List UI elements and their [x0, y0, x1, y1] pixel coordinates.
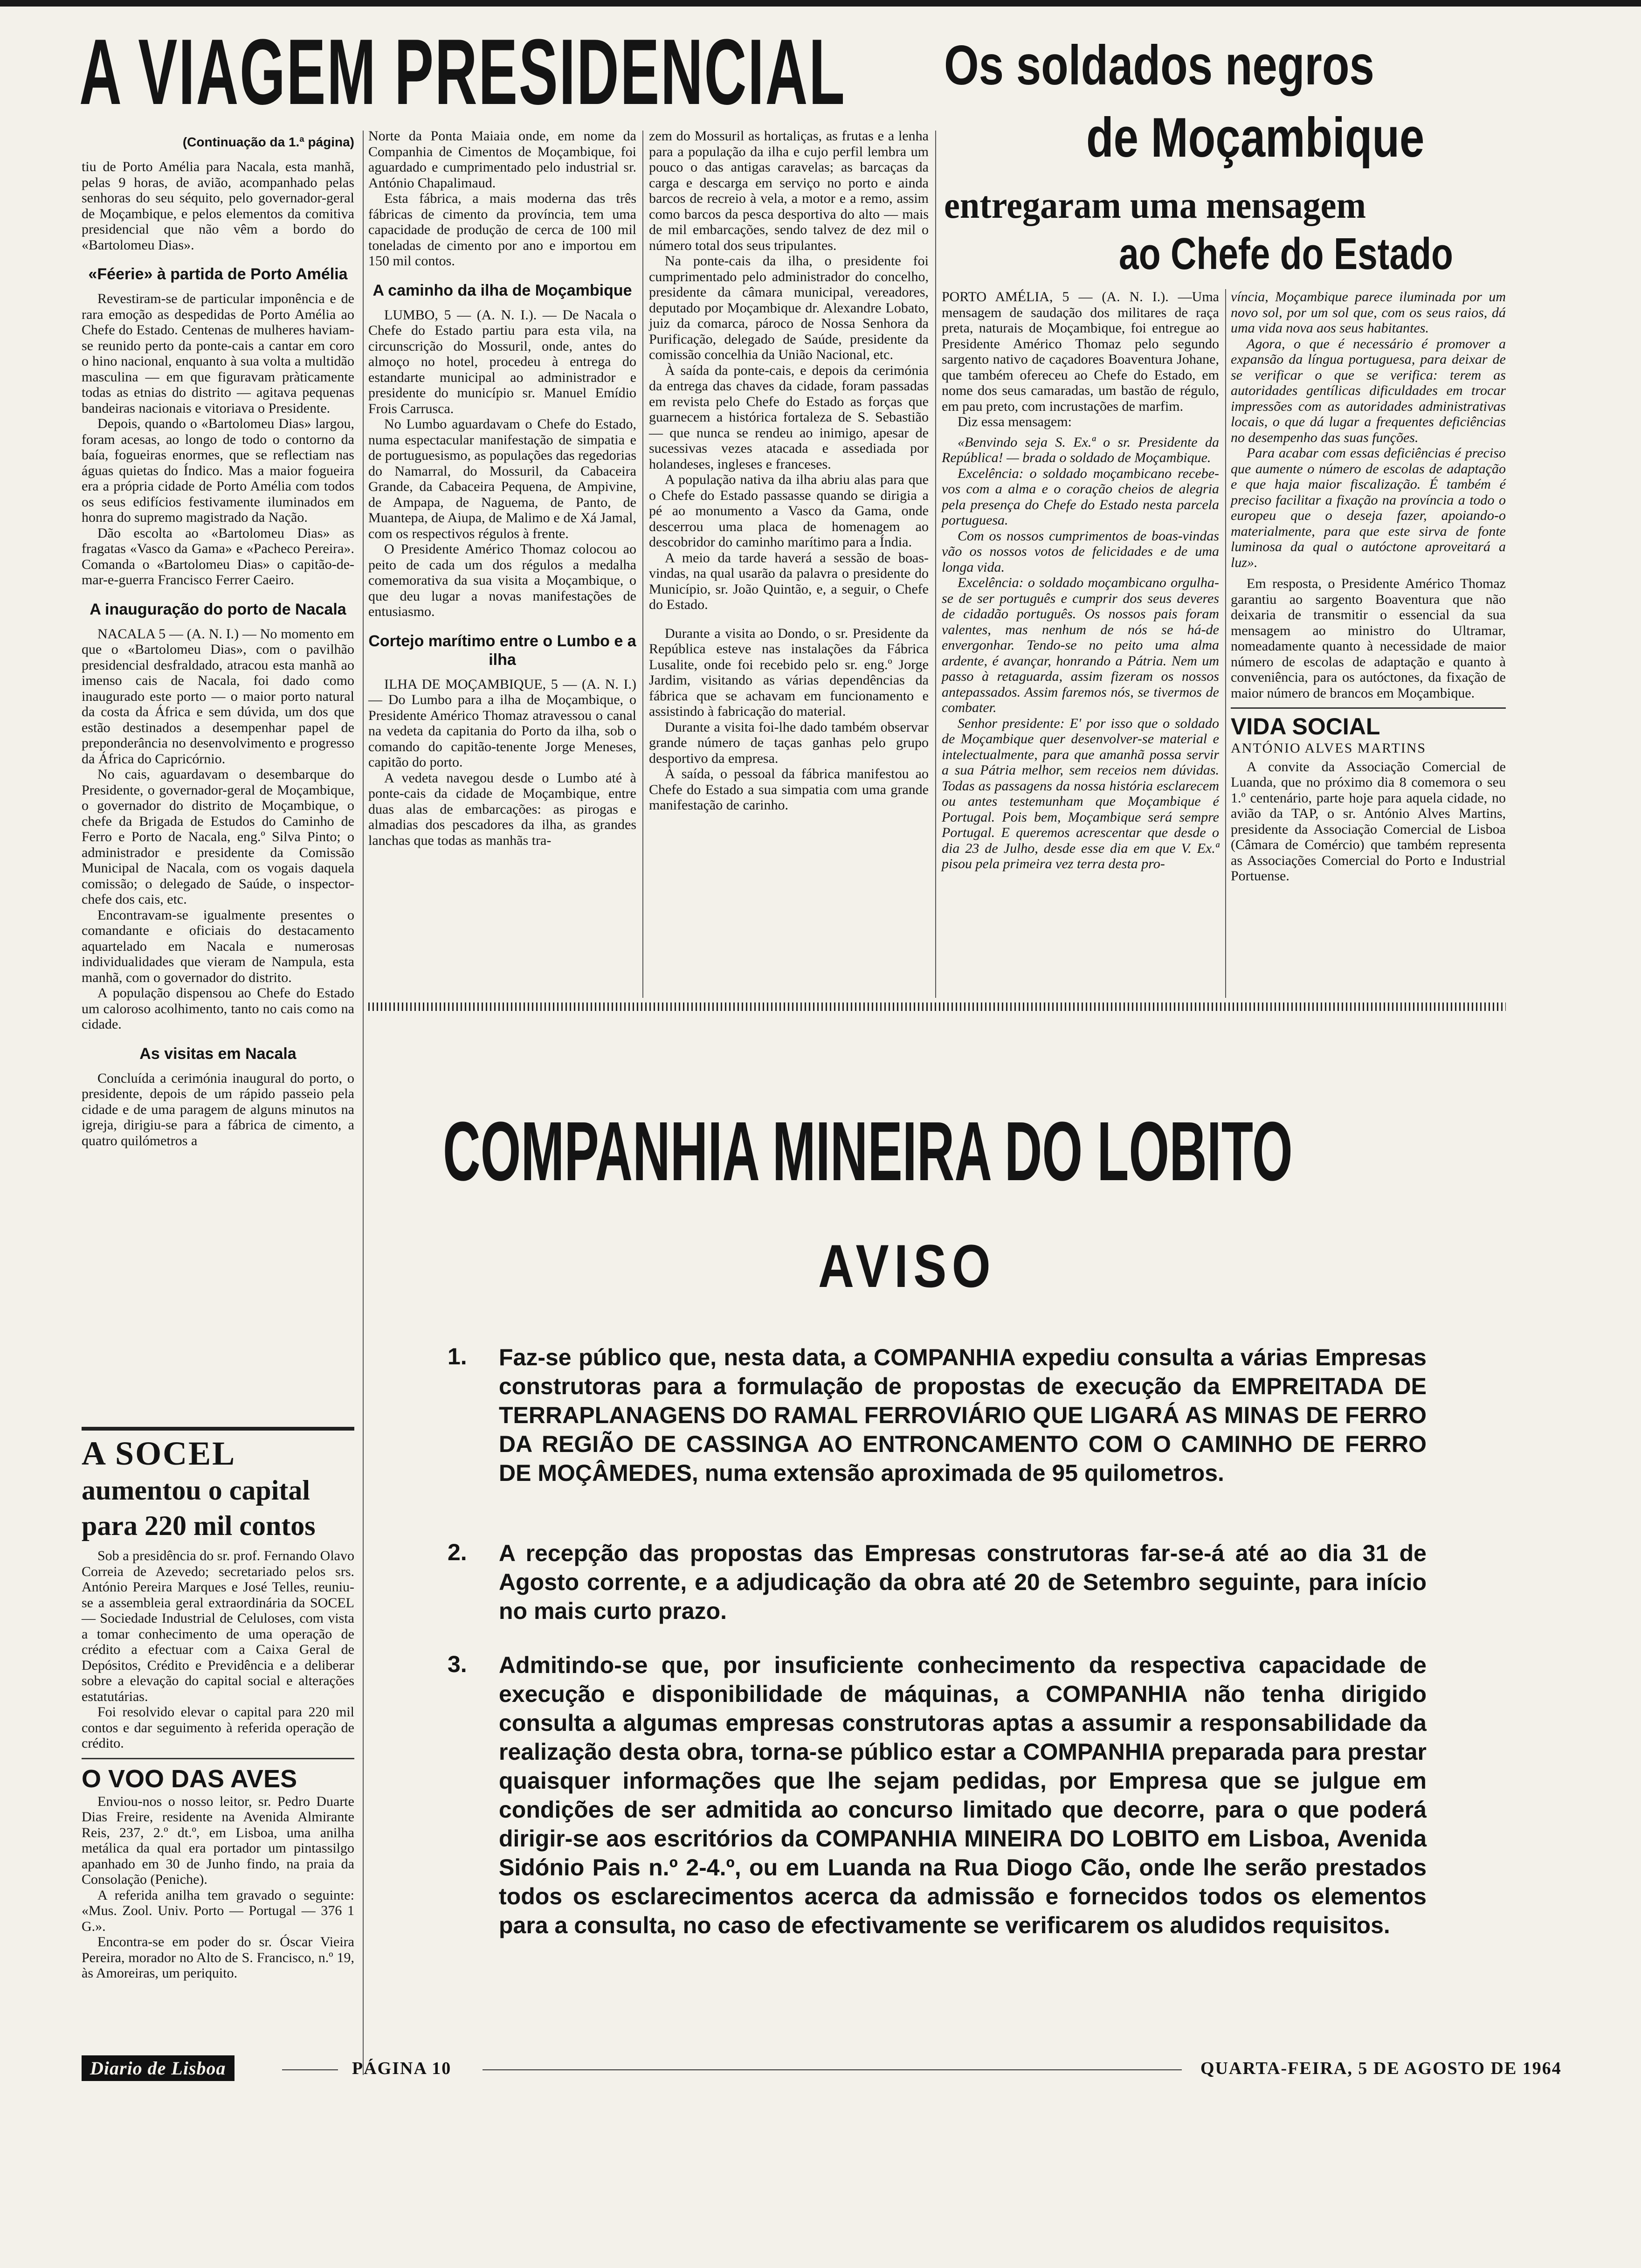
page-date: QUARTA-FEIRA, 5 DE AGOSTO DE 1964: [1200, 2059, 1562, 2078]
ad-company-title: COMPANHIA MINEIRA DO LOBITO: [443, 1105, 1293, 1198]
subheading: A inauguração do porto de Nacala: [90, 600, 346, 618]
article-paragraph: Sob a presidência do sr. prof. Fernando Olavo Correia de Azevedo; secretariado pelos srs. António Pereira Marques e José Telles, reuniu-se a assembleia geral extraordinária da SOCEL — Sociedade Industrial de Celuloses, com vista a tomar conhecimento de uma operação de crédito a efectuar com a Caixa Geral de Depósitos, Crédito e Previdência e a deliberar sobre a elevação do capital social e alterações estatutárias.: [82, 1548, 354, 1704]
article-paragraph: Concluída a cerimónia inaugural do porto, o presidente, depois de um rápido passeio pela cidade e de uma paragem de alguns minutos na igreja, dirigiu-se para a fábrica de cimento, a quatro quilómetros a: [82, 1070, 354, 1148]
vida-social-title: VIDA SOCIAL: [1231, 713, 1380, 740]
article-paragraph: Diz essa mensagem:: [958, 414, 1072, 429]
subheading: «Féerie» à partida de Porto Amélia: [88, 265, 348, 283]
article-paragraph: Senhor presidente: E' por isso que o soldado de Moçambique quer desenvolver-se material e intelectualmente, para que amanhã possa servir a sua Pátria melhor, sem receios nem dúvidas. Todas as passagens da nossa história esclarecem ou antes testemunham que Moçambique é Portugal. Pois bem, Moçambique será sempre Portugal. E queremos acrescentar que desde o dia 23 de Julho, desde esse dia em que V. Ex.ª pisou pela primeira vez terra desta pro-: [942, 715, 1219, 871]
article-paragraph: Agora, o que é necessário é promover a expansão da língua portuguesa, para deixar de se verificar o que se verifica: terem as autoridades gentílicas dificuldades em trocar impressões com as autoridades administrativas locais, o que dá lugar a frequentes deficiências no desempenho das suas funções.: [1231, 336, 1506, 445]
top-rule: [0, 0, 1641, 7]
article-paragraph: Excelência: o soldado moçambicano recebe-vos com a alma e o coração cheios de alegria pela presença do Chefe do Estado nesta parcela portuguesa.: [942, 465, 1219, 528]
socel-article: [82, 1427, 354, 1981]
article-paragraph: Em resposta, o Presidente Américo Thomaz garantiu ao sargento Boaventura que não deixaria de transmitir o essencial da sua mensagem ao ministro do Ultramar, nomeadamente quanto à necessidade de maior número de escolas de adaptação e quanto à conveniência, para os autóctones, da fixação de maior número de brancos em Moçambique.: [1231, 576, 1506, 701]
article-paragraph: A meio da tarde haverá a sessão de boas-vindas, na qual usarão da palavra o presidente do Município, sr. João Quintão, e, a seguir, o Chefe do Estado.: [649, 550, 929, 612]
section-rule: [82, 1758, 354, 1759]
column-2: [368, 128, 636, 848]
newspaper-logo: Diario de Lisboa: [82, 2055, 234, 2081]
column-divider: [1225, 289, 1226, 998]
article-paragraph: À saída, o pessoal da fábrica manifestou ao Chefe do Estado a sua simpatia com uma grande manifestação de carinho.: [649, 766, 929, 813]
page-footer: [82, 2055, 1562, 2083]
ad-item: [448, 1651, 1427, 1940]
article-paragraph: Durante a visita foi-lhe dado também observar grande número de taças ganhas pelo grupo desportivo da empresa.: [649, 719, 929, 766]
article-paragraph: A referida anilha tem gravado o seguinte: «Mus. Zool. Univ. Porto — Portugal — 376 1 G.».: [82, 1887, 354, 1934]
ad-item: [448, 1539, 1427, 1625]
article-paragraph: Para acabar com essas deficiências é preciso que aumente o número de escolas de adaptação e que haja maior fiscalização. É também é preciso facilitar a fixação na província a todo o europeu que o deseja fazer, apoiando-o materialmente, para que este sirva de fonte luminosa da qual o autóctone aproveitará a luz».: [1231, 445, 1506, 570]
article-paragraph: Excelência: o soldado moçambicano orgulha-se de ser português e cumprir dos seus deveres de cidadão português. Os nossos pais foram valentes, mas nenhum de nós se há-de envergonhar. Tendo-se no peito uma alma ardente, é avançar, honrando a Pátria. Nem um passo à retaguarda, assim fizeram os nossos antepassados. Assim faremos nós, se tivermos de combater.: [942, 575, 1219, 715]
ad-aviso-title: AVISO: [818, 1232, 996, 1300]
ad-item-text: Admitindo-se que, por insuficiente conhecimento da respectiva capacidade de execução e disponibilidade de máquinas, a COMPANHIA não tenha dirigido consulta a algumas empresas construtoras aptas a assumir a responsabilidade da realização desta obra, torna-se público estar a COMPANHIA preparada para prestar quaisquer informações que lhe sejam pedidas, por Empresa que se julgue em condições de ser admitida ao concurso limitado que decorre, para o que poderá dirigir-se aos escritórios da COMPANHIA MINEIRA DO LOBITO em Lisboa, Avenida Sidónio Pais n.º 2-4.º, ou em Luanda na Rua Diogo Cão, onde lhe serão prestados todos os esclarecimentos acerca da admissão e fornecidos todos os elementos para a consulta, no caso de efectivamente se verificarem os aludidos requisitos.: [499, 1652, 1427, 1938]
socel-title-line-3: para 220 mil contos: [82, 1510, 316, 1541]
article-paragraph: No Lumbo aguardavam o Chefe do Estado, numa espectacular manifestação de simpatia e de portuguesismo, as populações das regedorias do Namarral, do Mossuril, da Cabaceira Grande, da Cabaceira Pequena, de Ampivine, de Ampapa, de Naguema, de Panto, de Muantepa, de Aiupa, de Malimo e de Xá Jamal, com os respectivos régulos à frente.: [368, 416, 636, 541]
vida-social-author: ANTÓNIO ALVES MARTINS: [1231, 740, 1427, 756]
article-paragraph: A população dispensou ao Chefe do Estado um caloroso acolhimento, tanto no cais como na cidade.: [82, 985, 354, 1032]
subheading: A caminho da ilha de Moçambique: [372, 281, 632, 299]
column-4: [942, 289, 1219, 872]
continuation-note: (Continuação da 1.ª página): [182, 135, 354, 149]
column-3: [649, 128, 929, 813]
article-paragraph: ILHA DE MOÇAMBIQUE, 5 — (A. N. I.) — Do Lumbo para a ilha de Moçambique, o Presidente Américo Thomaz atravessou o canal na vedeta da capitania do Porto da ilha, sob o comando do capitão-tenente Jorge Meneses, capitão do porto.: [368, 676, 636, 770]
socel-title: A SOCEL: [82, 1435, 236, 1472]
article-paragraph: Com os nossos cumprimentos de boas-vindas vão os nossos votos de felicidades e de uma longa vida.: [942, 528, 1219, 575]
ad-item: [448, 1343, 1427, 1487]
article-paragraph: Durante a visita ao Dondo, o sr. Presidente da República esteve nas instalações da Fábrica Lusalite, onde foi recebido pelo sr. eng.º Jorge Jardim, visitando as várias dependências da fábrica que se achavam em funcionamento e assistindo à fabricação do material.: [649, 625, 929, 719]
column-divider: [935, 131, 936, 998]
article-paragraph: «Benvindo seja S. Ex.ª o sr. Presidente da República! — brada o soldado de Moçambique.: [942, 434, 1219, 465]
section-rule: [1231, 707, 1506, 709]
article-paragraph: Norte da Ponta Maiaia onde, em nome da Companhia de Cimentos de Moçambique, foi aguardado e cumprimentado pelo industrial sr. António Chapalimaud.: [368, 128, 636, 191]
ad-item-text: A recepção das propostas das Empresas construtoras far-se-á até ao dia 31 de Agosto corrente, e a adjudicação da obra até 20 de Setembro seguinte, para início no mais curto prazo.: [499, 1540, 1427, 1624]
footer-rule: [483, 2069, 1182, 2070]
voo-title: O VOO DAS AVES: [82, 1764, 297, 1793]
ad-item-number: 3.: [448, 1651, 467, 1677]
article-paragraph: NACALA 5 — (A. N. I.) — No momento em que o «Bartolomeu Dias», com o pavilhão presidencial desfraldado, atracou esta manhã ao imenso cais de Nacala, foi dado como inaugurado este porto — o maior porto natural da costa da África e sem dúvida, um dos que estão destinados a desempenhar papel de preponderância no desenvolvimento e progresso da África do Capricórnio.: [82, 626, 354, 767]
article-paragraph: Dão escolta ao «Bartolomeu Dias» as fragatas «Vasco da Gama» e «Pacheco Pereira». Comanda o «Bartolomeu Dias» o capitão-de-mar-e-guerra Francisco Ferrer Caeiro.: [82, 525, 354, 588]
soldados-headline-3: entregaram uma mensagem: [944, 184, 1366, 226]
article-paragraph: No cais, aguardavam o desembarque do Presidente, o governador-geral de Moçambique, o governador do distrito de Moçambique, o chefe da Brigada de Estudos do Caminho de Ferro e Porto de Nacala, eng.º Silva Pinto; o administrador e presidente da Comissão Municipal de Nacala, com os vogais daquela comissão; o delegado de Saúde, o inspector-chefe dos cais, etc.: [82, 767, 354, 907]
article-paragraph: A vedeta navegou desde o Lumbo até à ponte-cais da cidade de Moçambique, entre duas alas de embarcações: as pirogas e almadias dos pescadores da ilha, as grandes lanchas que todas as manhãs tra-: [368, 770, 636, 848]
article-paragraph: Encontravam-se igualmente presentes o comandante e oficiais do destacamento aquartelado em Nacala e numerosas individualidades que vieram de Nampula, esta manhã, com o governador do distrito.: [82, 907, 354, 985]
article-paragraph: À saída da ponte-cais, e depois da cerimónia da entrega das chaves da cidade, foram passadas em revista pelo Chefe do Estado as forças que guarnecem a histórica fortaleza de S. Sebastião — que nunca se rendeu ao inimigo, apesar de sucessivas vezes atacada e assediada por holandeses, ingleses e franceses.: [649, 362, 929, 472]
article-paragraph: Encontra-se em poder do sr. Óscar Vieira Pereira, morador no Alto de S. Francisco, n.º 19, às Amoreiras, um periquito.: [82, 1934, 354, 1981]
soldados-headline-4: ao Chefe do Estado: [1119, 229, 1453, 279]
article-paragraph: víncia, Moçambique parece iluminada por um novo sol, por um sol que, com os seus raios, dá uma vida nova aos seus habitantes.: [1231, 289, 1506, 336]
article-paragraph: A convite da Associação Comercial de Luanda, que no próximo dia 8 comemora o seu 1.º centenário, parte hoje para aquela cidade, no avião da TAP, o sr. António Alves Martins, presidente da Associação Comercial de Lisboa (Câmara de Comércio) que também representa as Associações Comercial do Porto e Industrial Portuense.: [1231, 759, 1506, 884]
article-paragraph: Revestiram-se de particular imponência e de rara emoção as despedidas de Porto Amélia ao Chefe do Estado. Centenas de mulheres haviam-se reunido perto da ponte-cais a cantar em coro o hino nacional, enquanto à sua volta a multidão masculina — em que figuravam pràticamente todas as etnias do distrito — agitava pequenas bandeiras nacionais e vitoriava o Presidente.: [82, 291, 354, 416]
ad-item-text: Faz-se público que, nesta data, a COMPANHIA expediu consulta a várias Empresas construtoras para a formulação de propostas de execução da EMPREITADA DE TERRAPLANAGENS DO RAMAL FERROVIÁRIO QUE LIGARÁ AS MINAS DE FERRO DA REGIÃO DE CASSINGA AO ENTRONCAMENTO COM O CAMINHO DE FERRO DE MOÇÂMEDES, numa extensão aproximada de 95 quilometros.: [499, 1344, 1427, 1486]
column-divider: [363, 131, 364, 2075]
page-headline: A VIAGEM PRESIDENCIAL: [79, 20, 846, 124]
section-separator: [368, 1003, 1506, 1011]
column-1: [82, 133, 354, 1148]
column-divider: [642, 131, 643, 998]
ad-item-number: 1.: [448, 1343, 467, 1369]
socel-title-line-2: aumentou o capital: [82, 1475, 310, 1506]
section-rule: [82, 1427, 354, 1431]
ad-item-number: 2.: [448, 1539, 467, 1565]
article-paragraph: A população nativa da ilha abriu alas para que o Chefe do Estado passasse quando se dirigia a pé ao monumento a Vasco da Gama, onde descerrou uma placa de homenagem ao descobridor do caminho marítimo para a Índia.: [649, 472, 929, 550]
soldados-headline-2: de Moçambique: [1086, 106, 1425, 169]
soldados-headline-1: Os soldados negros: [944, 34, 1374, 97]
article-paragraph: zem do Mossuril as hortaliças, as frutas e a lenha para a população da ilha e cujo perfil lembra um pouco o das antigas caravelas; as barcaças da carga e descarga em serviço no porto e ainda barcos de recreio à vela, a motor e a remo, assim como barcos da pesca desportiva do alto — mais de mil embarcações, sendo talvez de dez mil o número total dos seus tripulantes.: [649, 128, 929, 253]
article-paragraph: Depois, quando o «Bartolomeu Dias» largou, foram acesas, ao longo de todo o contorno da baía, fogueiras enormes, que se reflectiam nas águas quietas do Índico. Mas a maior fogueira era a própria cidade de Porto Amélia com todos os seus edifícios festivamente iluminados em honra do supremo magistrado da Nação.: [82, 416, 354, 525]
article-paragraph: O Presidente Américo Thomaz colocou ao peito de cada um dos régulos a medalha comemorativa da sua visita a Moçambique, o que deu lugar a novas manifestações de entusiasmo.: [368, 541, 636, 619]
article-paragraph: Esta fábrica, a mais moderna das três fábricas de cimento da província, tem uma capacidade de produção de cerca de 100 mil toneladas de cimento por ano e importou em 150 mil contos.: [368, 191, 636, 269]
page-number: PÁGINA 10: [352, 2059, 452, 2078]
subheading: As visitas em Nacala: [139, 1044, 296, 1063]
article-paragraph: LUMBO, 5 — (A. N. I.). — De Nacala o Chefe do Estado partiu para esta vila, na circunscrição do Mossuril, onde, antes do almoço no hotel, procedeu à entrega do estandarte municipal ao administrador e presidente do município sr. Manuel Emídio Frois Carrusca.: [368, 307, 636, 416]
subheading: Cortejo marítimo entre o Lumbo e a ilha: [368, 632, 636, 669]
article-paragraph: Enviou-nos o nosso leitor, sr. Pedro Duarte Dias Freire, residente na Avenida Almirante Reis, 237, 2.º dt.º, em Lisboa, uma anilha metálica da qual era portador um pintassilgo apanhado em 30 de Junho findo, na praia da Consolação (Peniche).: [82, 1793, 354, 1887]
article-paragraph: tiu de Porto Amélia para Nacala, esta manhã, pelas 9 horas, de avião, acompanhado pelas senhoras do seu séquito, pelo governador-geral de Moçambique, e pelos elementos da comitiva presidencial que não vêm a bordo do «Bartolomeu Dias».: [82, 159, 354, 253]
column-5: [1231, 289, 1506, 884]
article-paragraph: PORTO AMÉLIA, 5 — (A. N. I.). —Uma mensagem de saudação dos militares de raça preta, naturais de Moçambique, foi entregue ao Presidente Américo Thomaz pelo segundo sargento nativo de caçadores Boaventura Johane, que também ofereceu ao Chefe do Estado, em nome dos seus camaradas, um bastão de régulo, em pau preto, com incrustações de marfim.: [942, 289, 1219, 414]
article-paragraph: Foi resolvido elevar o capital para 220 mil contos e dar seguimento à referida operação de crédito.: [82, 1704, 354, 1751]
footer-rule: [282, 2069, 338, 2070]
article-paragraph: Na ponte-cais da ilha, o presidente foi cumprimentado pelo administrador do concelho, presidente da câmara municipal, vereadores, deputado por Moçambique dr. Alexandre Lobato, juiz da comarca, pároco de Nossa Senhora da Purificação, delegado de Saúde, presidente da comissão concelhia da União Nacional, etc.: [649, 253, 929, 362]
